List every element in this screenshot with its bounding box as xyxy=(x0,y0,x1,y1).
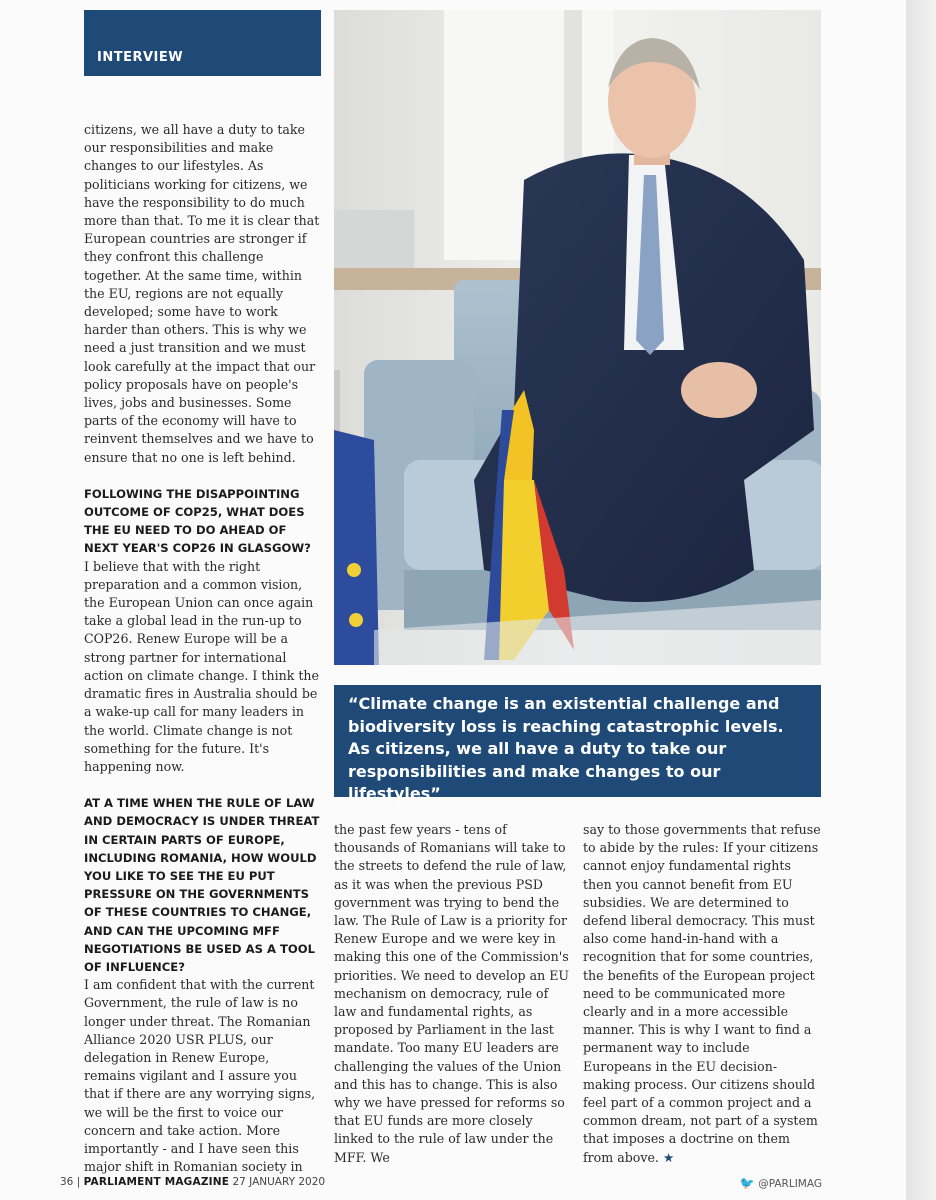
portrait-photo xyxy=(334,10,821,665)
pull-quote-text: “Climate change is an existential challenge and biodiversity loss is reaching catastrophic levels. As citizens, we all have a duty to take our responsibilities and make changes to our lifestyles” xyxy=(348,694,784,804)
paragraph xyxy=(583,821,821,1167)
paragraph-text: say to those governments that refuse to abide by the rules: If your citizens cannot enjoy fundamental rights then you cannot benefit from EU subsidies. We are determined to defend liberal democracy. This must also come hand-in-hand with a recognition that for some countries, the benefits of the European project need to be communicated more clearly and in a more accessible manner. This is why I want to find a permanent way to include Europeans in the EU decision-making process. Our citizens should feel part of a common project and a common dream, not part of a system that imposes a doctrine on them from above. xyxy=(583,822,821,1165)
article-column-right xyxy=(583,821,821,1167)
paragraph: citizens, we all have a duty to take our responsibilities and make changes to our lifestyles. As politicians working for citizens, we have the responsibility to do much more than that. To me it is clear that European countries are stronger if they confront this challenge together. At the same time, within the EU, regions are not equally developed; some have to work harder than others. This is why we need a just transition and we must look carefully at the impact that our policy proposals have on people's lives, jobs and businesses. Some parts of the economy will have to reinvent themselves and we have to ensure that no one is left behind. xyxy=(84,122,320,465)
article-column-left xyxy=(84,121,324,1176)
paragraph: the past few years - tens of thousands of Romanians will take to the streets to defend the rule of law, as it was when the previous PSD government was trying to bend the law. The Rule of Law is a priority for Renew Europe and we were key in making this one of the Commission's priorities. We need to develop an EU mechanism on democracy, rule of law and fundamental rights, as proposed by Parliament in the last mandate. Too many EU leaders are challenging the values of the Union and this has to change. This is also why we have pressed for reforms so that EU funds are more closely linked to the rule of law under the MFF. We xyxy=(334,822,570,1165)
footer-left xyxy=(60,1176,325,1188)
paragraph: I believe that with the right preparation and a common vision, the European Union can once again take a global lead in the run-up to COP26. Renew Europe will be a strong partner for international action on climate change. I think the dramatic fires in Australia should be a wake-up call for many leaders in the world. Climate change is not something for the future. It's happening now. xyxy=(84,558,319,774)
section-tag xyxy=(84,10,321,76)
twitter-handle[interactable]: @PARLIMAG xyxy=(758,1178,822,1190)
paragraph: I am confident that with the current Government, the rule of law is no longer under threat. The Romanian Alliance 2020 USR PLUS, our delegation in Renew Europe, remains vigilant and I assure you that if there are any worrying signs, we will be the first to voice our concern and take action. More importantly - and I have seen this major shift in Romanian society in xyxy=(84,977,316,1175)
magazine-name: PARLIAMENT MAGAZINE xyxy=(83,1176,230,1188)
interview-question: FOLLOWING THE DISAPPOINTING OUTCOME OF COP25, WHAT DOES THE EU NEED TO DO AHEAD OF NEXT YEAR'S COP26 IN GLASGOW? xyxy=(84,486,311,556)
page-edge xyxy=(906,0,936,1200)
end-mark-star-icon: ★ xyxy=(662,1149,675,1165)
portrait-illustration xyxy=(334,10,821,665)
issue-date: 27 JANUARY 2020 xyxy=(232,1176,326,1188)
interview-question: AT A TIME WHEN THE RULE OF LAW AND DEMOCRACY IS UNDER THREAT IN CERTAIN PARTS OF EUROPE, INCLUDING ROMANIA, HOW WOULD YOU LIKE TO SEE THE EU PUT PRESSURE ON THE GOVERNMENTS OF THESE COUNTRIES TO CHANGE, AND CAN THE UPCOMING MFF NEGOTIATIONS BE USED AS A TOOL OF INFLUENCE? xyxy=(84,796,320,974)
footer-separator: | xyxy=(76,1176,81,1188)
section-tag-label: INTERVIEW xyxy=(97,50,184,65)
pull-quote xyxy=(334,685,821,804)
twitter-bird-icon: 🐦 xyxy=(739,1176,755,1190)
page-number: 36 xyxy=(60,1176,74,1188)
footer-right xyxy=(740,1176,822,1190)
page-footer xyxy=(60,1176,830,1192)
article-column-middle xyxy=(334,821,570,1167)
